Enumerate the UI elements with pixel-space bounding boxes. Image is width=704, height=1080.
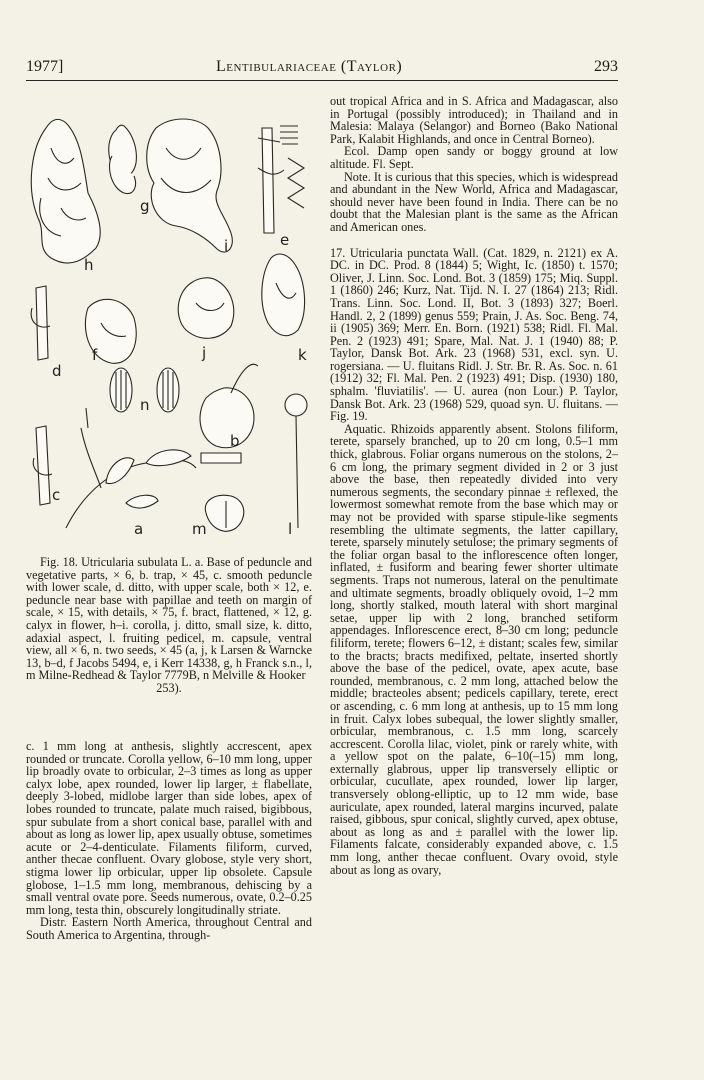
figure-caption [26, 556, 312, 695]
drawing-e-peduncle [258, 126, 304, 233]
label-e: e [280, 231, 290, 249]
running-header [26, 54, 618, 80]
caption-end: 253). [156, 680, 182, 695]
drawing-j-corolla [178, 278, 234, 338]
drawing-d-peduncle [31, 286, 50, 360]
drawing-h-corolla [31, 119, 100, 263]
header-title: Lentibulariaceae (Taylor) [216, 58, 403, 75]
drawing-c-peduncle [33, 426, 52, 505]
drawing-m-capsule [205, 495, 243, 531]
left-paragraph-2: Distr. Eastern North America, throughout Central and South America to Argentina, through- [26, 915, 312, 942]
label-l: l [288, 520, 293, 538]
drawing-b-trap [200, 364, 258, 463]
figure-plate [26, 108, 316, 548]
label-a: a [134, 520, 144, 538]
right-paragraph-2: Ecol. Damp open sandy or boggy ground at low altitude. Fl. Sept. [330, 144, 618, 171]
left-paragraph-1: c. 1 mm long at anthesis, slightly accrescent, apex rounded or truncate. Corolla yellow, 6–10 mm long, upper lip broadly ovate to orbicular, 2–3 times as long as upper calyx lobe, apex rounded, lower lip larger, ± flabellate, deeply 3-lobed, midlobe larger than side lobes, apex of lobes rounded to truncate, palate much raised, bigibbous, spur subulate from a short conical base, parallel with and about as long as lower lip, apex usually obtuse, sometimes acute or 2–4-denticulate. Filaments filiform, curved, anther thecae confluent. Ovary globose, style very short, stigma lower lip orbicular, upper lip obsolete. Capsule globose, 1–1.5 mm long, membranous, dehiscing by a small ventral ovate pore. Seeds numerous, ovate, 0.2–0.25 mm long, testa thin, obscurely longitudinally striate. [26, 739, 312, 917]
drawing-k-corolla [262, 254, 305, 336]
drawing-g-calyx [109, 125, 137, 193]
label-n: n [140, 396, 150, 414]
right-column-text [330, 95, 618, 876]
caption-text: Fig. 18. Utricularia subulata L. a. Base of peduncle and vegetative parts, × 6, b. trap, × 45, c. smooth peduncle with lower scale, d. ditto, with upper scale, both × 12, e. peduncle near base with papillae and teeth on margin of scale, × 15, with details, × 75, f. bract, flattened, × 12, g. calyx in flower, h–i. corolla, j. ditto, small size, k. ditto, adaxial aspect, l. fruiting pedicel, m. capsule, ventral view, all × 6, n. two seeds, × 45 (a, j, k Larsen & Warncke 13, b–d, f Jacobs 5494, e, i Kerr 14338, g, h Franck s.n., l, m Milne-Redhead & Taylor 7779B, n Melville & Hooker [26, 555, 312, 683]
species-heading-paragraph: 17. Utricularia punctata Wall. (Cat. 1829, n. 2121) ex A. DC. in DC. Prod. 8 (1844) 5; Wight, Ic. (1850) t. 1570; Oliver, J. Linn. Soc. Lond. Bot. 3 (1859) 175; Miq. Suppl. 1 (1860) 246; Kurz, Nat. Tijd. N. I. 27 (1864) 213; Ridl. Trans. Linn. Soc. Lond. II, Bot. 3 (1893) 327; Boerl. Handl. 2, 2 (1899) genus 559; Prain, J. As. Soc. Beng. 74, ii (1905) 369; Merr. En. Born. (1921) 538; Ridl. Fl. Mal. Pen. 2 (1923) 491; Spare, Mal. Nat. J. 1 (1940) 88; P. Taylor, Dansk Bot. Ark. 23 (1968) 531, excl. syn. U. rogersiana. — U. fluitans Ridl. J. Str. Br. R. As. Soc. n. 61 (1912) 32; Fl. Mal. Pen. 2 (1923) 491; Disp. (1930) 180, sphalm. 'fluviatilis'. — U. aurea (non Lour.) P. Taylor, Dansk Bot. Ark. 23 (1968) 529, quoad syn. U. fluitans. — Fig. 19. [330, 245, 618, 424]
drawing-a-vegetative [66, 408, 196, 528]
label-i: i [224, 237, 229, 255]
label-h: h [84, 256, 94, 274]
label-b: b [230, 432, 240, 450]
botanical-illustration [26, 108, 316, 548]
left-column-text [26, 740, 312, 942]
label-j: j [202, 344, 207, 362]
header-rule [26, 80, 618, 81]
label-f: f [92, 346, 98, 364]
species-description: Aquatic. Rhizoids apparently absent. Stolons filiform, terete, sparsely branched, up to 20 cm long, 0.5–1 mm thick, glabrous. Foliar organs numerous on the stolons, 2–6 cm long, the primary segment divided in 2 or 3 just above the base, then repeatedly divided into very numerous segments, the secondary pinnae ± reflexed, the lowermost somewhat remote from the base which may or may not be provided with sparse stipule-like segments resembling the ultimate segments, the latter capillary, terete, sparsely minutely setulose; the primary segments of the foliar organ basal to the inflorescence often longer, inflated, ± fusiform and bearing fewer shorter ultimate segments. Traps not numerous, lateral on the penultimate and ultimate segments, broadly obliquely ovoid, 1–2 mm long, shortly stalked, mouth lateral with short marginal setae, upper lip with 2 long, branched setiform appendages. Inflorescence erect, 8–30 cm long; peduncle filiform, terete; flowers 6–12, ± distant; scales few, similar to the bracts; bracts medifixed, peltate, inserted shortly above the base of the pedicel, ovate, apex acute, base rounded, membranous, c. 2 mm long, attached below the middle; bracteoles absent; pedicels capillary, terete, erect or ascending, c. 6 mm long at anthesis, up to 15 mm long in fruit. Calyx lobes subequal, the lower slightly smaller, orbicular, membranous, c. 1.5 mm long, scarcely accrescent. Corolla lilac, violet, pink or rarely white, with a yellow spot on the palate, 6–10(–15) mm long, externally glabrous, upper lip transversely elliptic or orbicular, cucullate, apex rounded, lower lip larger, transversely oblong-elliptic, up to 12 mm wide, base auriculate, apex rounded, lateral margins incurved, palate raised, gibbous, spur conical, slightly curved, apex obtuse, about as long as and ± parallel with the lower lip. Filaments falcate, considerably expanded above, c. 1.5 mm long, anther thecae confluent. Ovary ovoid, style about as long as ovary, [330, 421, 618, 877]
label-m: m [192, 520, 207, 538]
page-number: 293 [594, 58, 618, 75]
right-paragraph-3: Note. It is curious that this species, which is widespread and abundant in the New World, Africa and Madagascar, should never have been found in India. There can be no doubt that the Malesian plant is the same as the African and American ones. [330, 169, 618, 234]
label-c: c [52, 486, 61, 504]
label-g: g [140, 197, 150, 215]
drawing-i-corolla [147, 119, 233, 252]
right-paragraph-1: out tropical Africa and in S. Africa and Madagascar, also in Portugal (possibly introduced); in Thailand and in Malesia: Malaya (Selangor) and Borneo (Bako National Park, Kalabit Highlands, and once in Central Borneo). [330, 94, 618, 146]
label-k: k [298, 346, 307, 364]
drawing-l-pedicel [285, 394, 307, 528]
label-d: d [52, 362, 62, 380]
header-year: 1977] [26, 58, 64, 75]
